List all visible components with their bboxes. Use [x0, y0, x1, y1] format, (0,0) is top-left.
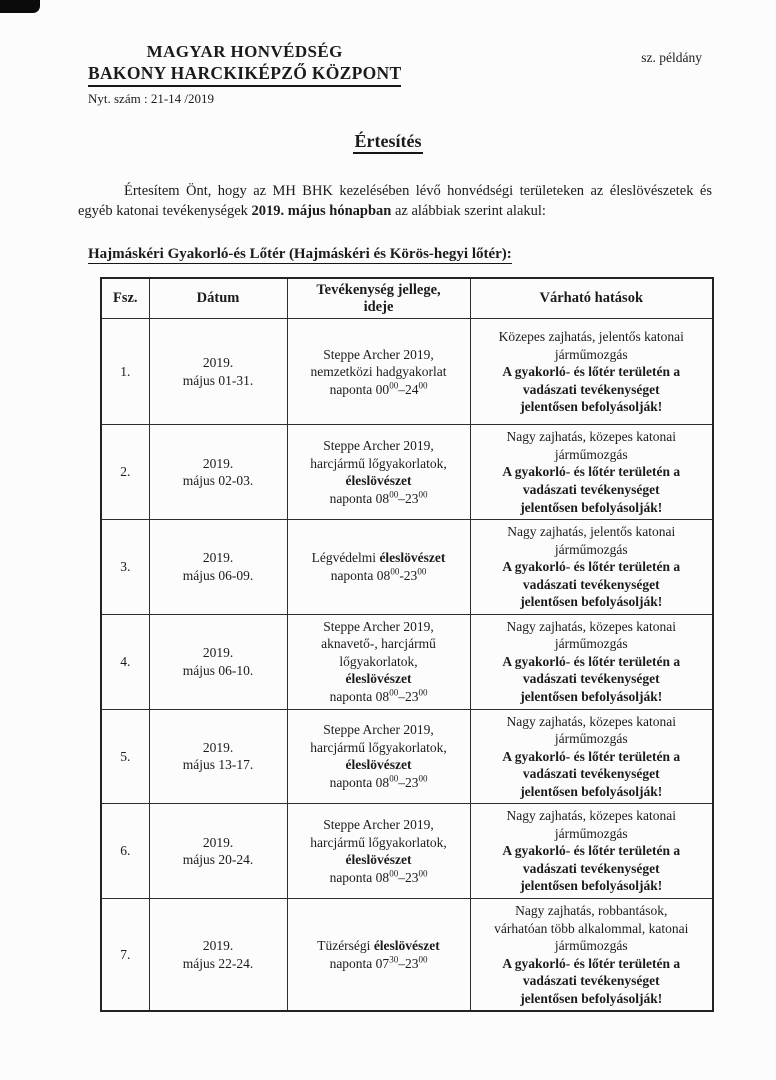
- letterhead: [88, 42, 401, 107]
- cell-activity: Tüzérségi éleslövészet naponta $07^{30}-23^{00}$: [287, 899, 470, 1012]
- section-heading: Hajmáskéri Gyakorló-és Lőtér (Hajmáskéri és Körös-hegyi lőtér):: [88, 246, 512, 262]
- table-row: [101, 520, 713, 615]
- cell-datum: 2019. május 06-10.: [149, 614, 287, 709]
- cell-activity: Légvédelmi éleslövészet naponta $08^{00}-23^{00}$: [287, 520, 470, 615]
- cell-effects: Nagy zajhatás, közepes katonai járműmozgás A gyakorló- és lőtér területén a vadászati tevékenységet jelentősen befolyásolják!: [470, 614, 713, 709]
- cell-datum: 2019. május 20-24.: [149, 804, 287, 899]
- cell-datum: 2019. május 22-24.: [149, 899, 287, 1012]
- cell-activity: Steppe Archer 2019, harcjármű lőgyakorlatok, éleslövészet naponta $08^{00}-23^{00}$: [287, 804, 470, 899]
- cell-effects: Közepes zajhatás, jelentős katonai járműmozgás A gyakorló- és lőtér területén a vadászati tevékenységet jelentősen befolyásolják!: [470, 319, 713, 425]
- document-title-row: [0, 131, 776, 152]
- header-cell-datum: Dátum: [149, 278, 287, 319]
- schedule-table-body: [101, 319, 713, 1011]
- header-cell-activity: Tevékenység jellege, ideje: [287, 278, 470, 319]
- cell-fsz: 4.: [101, 614, 149, 709]
- cell-datum: 2019. május 13-17.: [149, 709, 287, 804]
- cell-effects: Nagy zajhatás, jelentős katonai járműmozgás A gyakorló- és lőtér területén a vadászati tevékenységet jelentősen befolyásolják!: [470, 520, 713, 615]
- table-row: [101, 899, 713, 1012]
- cell-activity: Steppe Archer 2019, aknavető-, harcjármű lőgyakorlatok, éleslövészet naponta $08^{00}-23^{00}$: [287, 614, 470, 709]
- cell-fsz: 6.: [101, 804, 149, 899]
- table-row: [101, 804, 713, 899]
- header-cell-effects: Várható hatások: [470, 278, 713, 319]
- table-row: [101, 614, 713, 709]
- cell-activity: Steppe Archer 2019, harcjármű lőgyakorlatok, éleslövészet naponta $08^{00}-23^{00}$: [287, 425, 470, 520]
- cell-fsz: 1.: [101, 319, 149, 425]
- table-row: [101, 319, 713, 425]
- cell-activity: Steppe Archer 2019, harcjármű lőgyakorlatok, éleslövészet naponta $08^{00}-23^{00}$: [287, 709, 470, 804]
- scan-artifact-mark: [0, 0, 40, 13]
- org-name-line2: BAKONY HARCKIKÉPZŐ KÖZPONT: [88, 63, 401, 87]
- document-title: Értesítés: [353, 131, 424, 154]
- cell-fsz: 2.: [101, 425, 149, 520]
- intro-paragraph: Értesítem Önt, hogy az MH BHK kezelésében lévő honvédségi területeken az éleslövészetek és egyéb katonai tevékenységek 2019. május hónapban az alábbiak szerint alakul:: [78, 183, 712, 219]
- cell-fsz: 7.: [101, 899, 149, 1012]
- cell-datum: 2019. május 06-09.: [149, 520, 287, 615]
- cell-effects: Nagy zajhatás, közepes katonai járműmozgás A gyakorló- és lőtér területén a vadászati tevékenységet jelentősen befolyásolják!: [470, 804, 713, 899]
- section-heading-row: [88, 245, 512, 263]
- cell-datum: 2019. május 01-31.: [149, 319, 287, 425]
- cell-fsz: 5.: [101, 709, 149, 804]
- registry-number: Nyt. szám : 21-14 /2019: [88, 91, 215, 106]
- schedule-table: [100, 277, 714, 1012]
- copy-number-label: sz. példány: [641, 50, 702, 65]
- header-cell-fsz: Fsz.: [101, 278, 149, 319]
- cell-datum: 2019. május 02-03.: [149, 425, 287, 520]
- cell-effects: Nagy zajhatás, közepes katonai járműmozgás A gyakorló- és lőtér területén a vadászati tevékenységet jelentősen befolyásolják!: [470, 709, 713, 804]
- org-name-line1: MAGYAR HONVÉDSÉG: [146, 42, 343, 61]
- table-row: [101, 425, 713, 520]
- table-row: [101, 709, 713, 804]
- cell-effects: Nagy zajhatás, közepes katonai járműmozgás A gyakorló- és lőtér területén a vadászati tevékenységet jelentősen befolyásolják!: [470, 425, 713, 520]
- cell-effects: Nagy zajhatás, robbantások, várhatóan több alkalommal, katonai járműmozgás A gyakorló- és lőtér területén a vadászati tevékenységet jelentősen befolyásolják!: [470, 899, 713, 1012]
- cell-activity: Steppe Archer 2019, nemzetközi hadgyakorlat naponta $00^{00}-24^{00}$: [287, 319, 470, 425]
- cell-fsz: 3.: [101, 520, 149, 615]
- table-header-row: [101, 278, 713, 319]
